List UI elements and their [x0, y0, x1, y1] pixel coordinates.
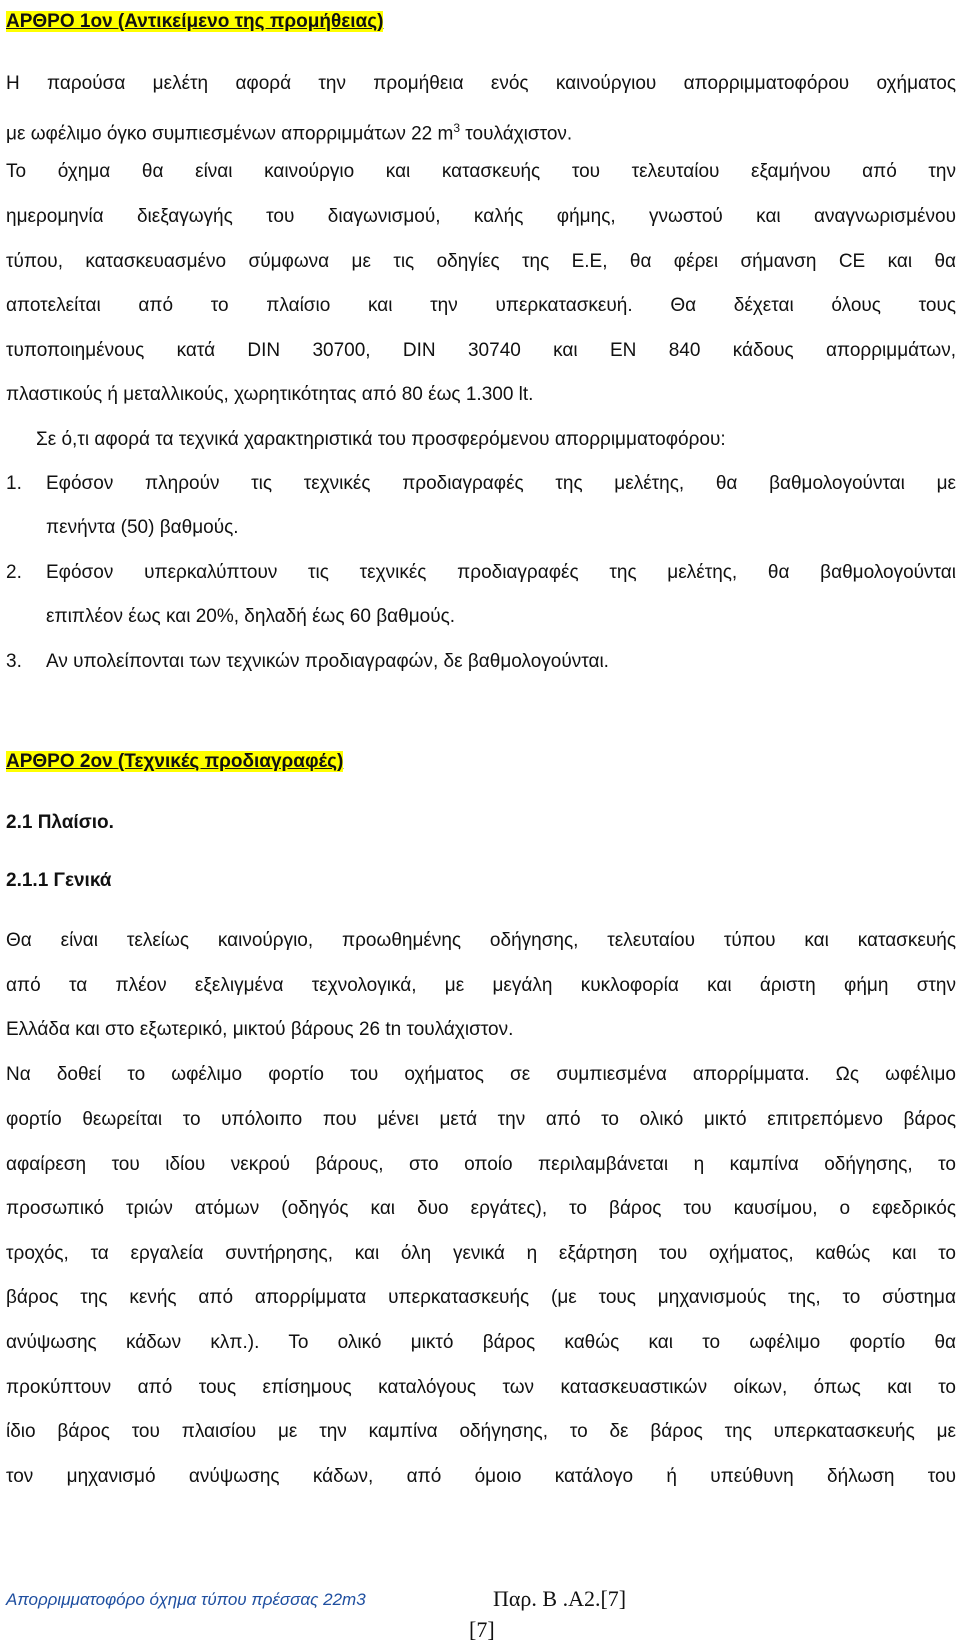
article1-p2-line6: πλαστικούς ή μεταλλικούς, χωρητικότητας από 80 έως 1.300 lt.: [6, 384, 534, 405]
article1-p2-line5: τυποποιημένους κατά DIN 30700, DIN 30740 και EN 840 κάδους απορριμμάτων,: [6, 340, 956, 361]
article2-p2-line7: ανύψωσης κάδων κλπ.). Το ολικό μικτό βάρος καθώς και το ωφέλιμο φορτίο θα: [6, 1332, 956, 1353]
section-2-1-heading: 2.1 Πλαίσιο.: [6, 812, 114, 833]
list-item-1-line1: Εφόσον πληρούν τις τεχνικές προδιαγραφές της μελέτης, θα βαθμολογούνται με: [46, 473, 956, 494]
footer-document-title: Απορριμματοφόρο όχημα τύπου πρέσσας 22m3: [6, 1590, 366, 1609]
article1-p2-line4: αποτελείται από το πλαίσιο και την υπερκατασκευή. Θα δέχεται όλους τους: [6, 295, 956, 316]
list-item-2-number: 2.: [6, 562, 22, 583]
list-item-3-number: 3.: [6, 651, 22, 672]
volume-exponent: 3: [453, 121, 461, 135]
article1-heading: [6, 10, 956, 34]
list-item-2-line1: Εφόσον υπερκαλύπτουν τις τεχνικές προδιαγραφές της μελέτης, θα βαθμολογούνται: [46, 562, 956, 583]
article2-p2-line3: αφαίρεση του ιδίου νεκρού βάρους, στο οποίο περιλαμβάνεται η καμπίνα οδήγησης, το: [6, 1154, 956, 1175]
document-page: [6, 0, 956, 1647]
list-item-1-number: 1.: [6, 473, 22, 494]
section-2-1-1-heading: 2.1.1 Γενικά: [6, 870, 112, 891]
article2-p2-line10: τον μηχανισμό ανύψωσης κάδων, από όμοιο κατάλογο ή υπεύθυνη δήλωση του: [6, 1466, 956, 1487]
list-item-1-line2: πενήντα (50) βαθμούς.: [46, 517, 239, 538]
article2-p1-line1: Θα είναι τελείως καινούργιο, προωθημένης οδήγησης, τελευταίου τύπου και κατασκευής: [6, 930, 956, 951]
article1-title: ΑΡΘΡΟ 1ον (Αντικείμενο της προμήθειας): [6, 11, 384, 32]
article1-p1-line2: [6, 116, 956, 146]
article2-p1-line3: Ελλάδα και στο εξωτερικό, μικτού βάρους 26 tn τουλάχιστον.: [6, 1019, 514, 1040]
article2-title: ΑΡΘΡΟ 2ον (Τεχνικές προδιαγραφές): [6, 751, 344, 772]
volume-text: με ωφέλιμο όγκο συμπιεσμένων απορριμμάτων 22 m: [6, 123, 454, 145]
article2-p2-line6: βάρος της κενής από απορρίμματα υπερκατασκευής (με τους μηχανισμούς της, το σύστημα: [6, 1287, 956, 1308]
article1-p1-line1: Η παρούσα μελέτη αφορά την προμήθεια ενός καινούργιου απορριμματοφόρου οχήματος: [6, 73, 956, 94]
article2-p2-line4: προσωπικό τριών ατόμων (οδηγός και δυο εργάτες), το βάρος του καυσίμου, ο εφεδρικός: [6, 1198, 956, 1219]
list-item-2-line2: επιπλέον έως και 20%, δηλαδή έως 60 βαθμούς.: [46, 606, 456, 627]
footer-reference: Παρ. Β .Α2.[7]: [493, 1586, 627, 1611]
article2-p2-line8: προκύπτουν από τους επίσημους καταλόγους των κατασκευαστικών οίκων, όπως και το: [6, 1377, 956, 1398]
volume-suffix: τουλάχιστον.: [460, 123, 573, 145]
article2-p2-line5: τροχός, τα εργαλεία συντήρησης, και όλη γενικά η εξάρτηση του οχήματος, καθώς και το: [6, 1243, 956, 1264]
article1-p2-line2: ημερομηνία διεξαγωγής του διαγωνισμού, καλής φήμης, γνωστού και αναγνωρισμένου: [6, 206, 956, 227]
footer-page-number: [7]: [469, 1617, 495, 1642]
article2-p2-line1: Να δοθεί το ωφέλιμο φορτίο του οχήματος σε συμπιεσμένα απορρίμματα. Ως ωφέλιμο: [6, 1064, 956, 1085]
list-item-3-line1: Αν υπολείπονται των τεχνικών προδιαγραφών, δε βαθμολογούνται.: [46, 651, 609, 672]
article1-intro: Σε ό,τι αφορά τα τεχνικά χαρακτηριστικά του προσφερόμενου απορριμματοφόρου:: [36, 429, 726, 450]
article2-p1-line2: από τα πλέον εξελιγμένα τεχνολογικά, με μεγάλη κυκλοφορία και άριστη φήμη στην: [6, 975, 956, 996]
article2-p2-line9: ίδιο βάρος του πλαισίου με την καμπίνα οδήγησης, το δε βάρος της υπερκατασκευής με: [6, 1421, 956, 1442]
article1-p2-line1: Το όχημα θα είναι καινούργιο και κατασκευής του τελευταίου εξαμήνου από την: [6, 161, 956, 182]
article2-heading: [6, 750, 956, 774]
article2-p2-line2: φορτίο θεωρείται το υπόλοιπο που μένει μετά την από το ολικό μικτό επιτρεπόμενο βάρος: [6, 1109, 956, 1130]
article1-p2-line3: τύπου, κατασκευασμένο σύμφωνα με τις οδηγίες της Ε.Ε, θα φέρει σήμανση CE και θα: [6, 251, 956, 272]
